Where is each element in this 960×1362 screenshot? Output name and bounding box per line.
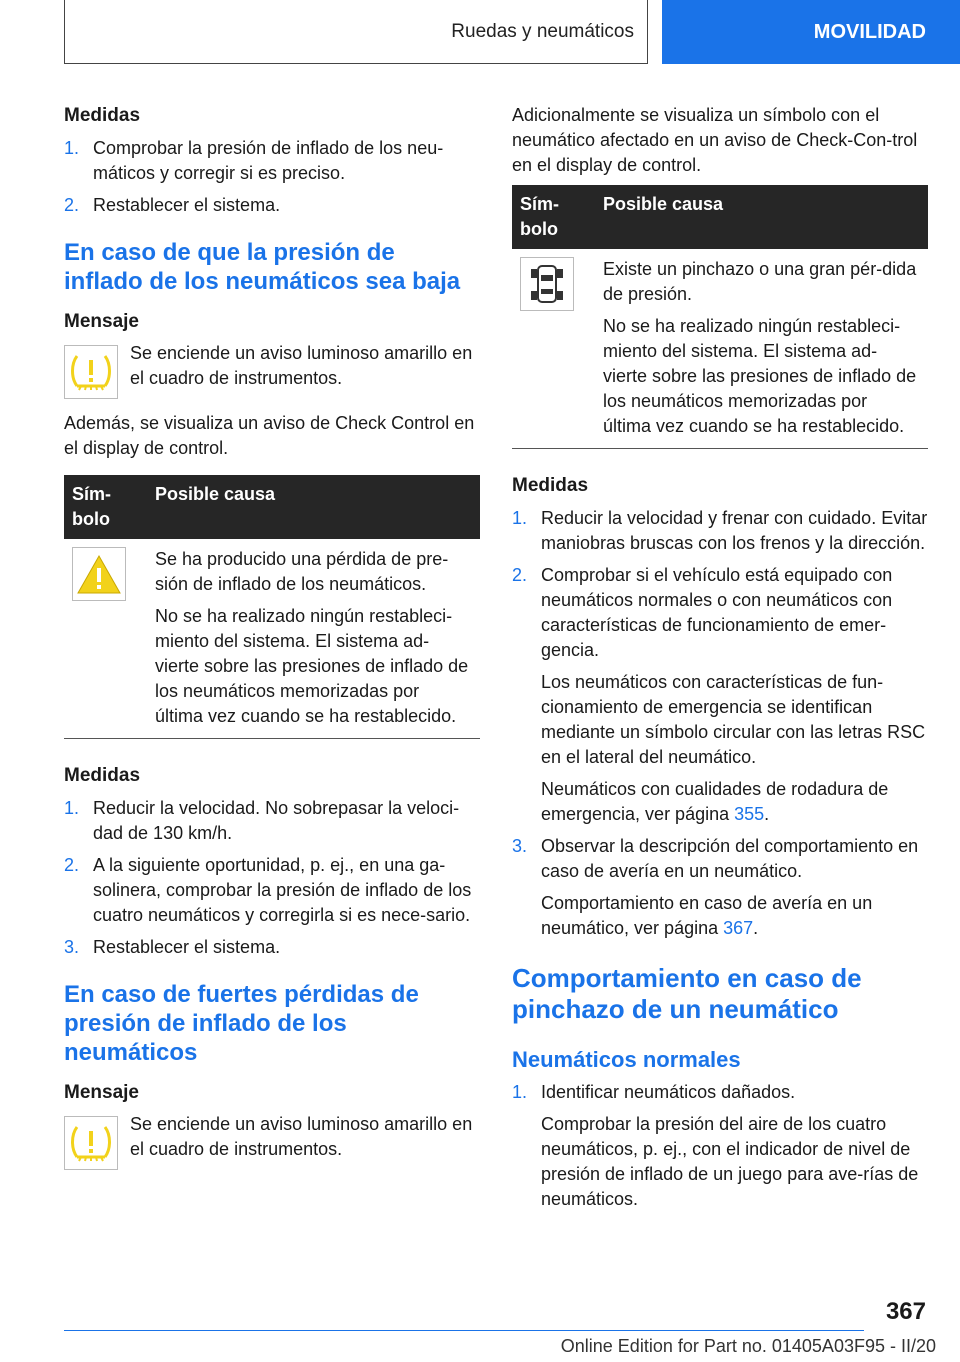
step-text: A la siguiente oportunidad, p. ej., en una ga‐solinera, comprobar la presión de inflado de los cuatro neumáticos y corregirla si es nece‐sario.	[93, 855, 472, 925]
step-text: Restablecer el sistema.	[93, 937, 281, 957]
section-heading: Comportamiento en caso de pinchazo de un neumático	[512, 963, 862, 1024]
step-number: 3.	[64, 937, 80, 957]
step-number: 1.	[64, 798, 80, 818]
step-text: Observar la descripción del comportamiento en caso de avería en un neumático.	[541, 836, 919, 881]
reference-suffix: .	[753, 918, 759, 938]
symbol-cell	[512, 249, 595, 449]
page-link[interactable]: 367	[723, 918, 754, 938]
message-text: Se enciende un aviso luminoso amarillo en el cuadro de instrumentos.	[130, 1114, 473, 1159]
step-number: 2.	[64, 195, 80, 215]
reference-text: Neumáticos con cualidades de rodadura de emergencia, ver página	[541, 779, 889, 824]
step-number: 1.	[512, 508, 528, 528]
message-block	[64, 1112, 480, 1170]
measures-list	[512, 1080, 928, 1212]
step-text	[541, 891, 928, 941]
reference-suffix: .	[764, 804, 770, 824]
step-text: Comprobar la presión de inflado de los neu‐máticos y corregir si es preciso.	[93, 138, 444, 183]
table-header-row	[512, 185, 928, 249]
step-text: Comprobar si el vehículo está equipado con neumáticos normales o con neumáticos con características de funcionamiento de emer‐gencia.	[541, 565, 893, 660]
section-title: Ruedas y neumáticos	[451, 21, 634, 42]
step-text: Reducir la velocidad y frenar con cuidado. Evitar maniobras bruscas con los frenos y la dirección.	[541, 508, 928, 553]
section-heading: En caso de que la presión de inflado de los neumáticos sea baja	[64, 239, 461, 295]
step-number: 2.	[64, 855, 80, 875]
cause-cell	[147, 539, 480, 739]
list-item	[64, 136, 480, 186]
step-text: Identificar neumáticos dañados.	[541, 1082, 796, 1102]
list-item	[64, 935, 480, 960]
measures-title: Medidas	[64, 105, 141, 126]
list-item	[512, 563, 928, 827]
message-text: Se enciende un aviso luminoso amarillo en el cuadro de instrumentos.	[130, 343, 473, 388]
step-text	[541, 777, 928, 827]
message-block	[64, 341, 480, 399]
step-number: 2.	[512, 565, 528, 585]
column-header-symbol: Sím‐bolo	[512, 185, 595, 249]
measures-list	[64, 136, 480, 218]
step-text: Reducir la velocidad. No sobrepasar la veloci‐dad de 130 km/h.	[93, 798, 460, 843]
intro-text: Adicionalmente se visualiza un símbolo con el neumático afectado en un aviso de Check-Con‐trol en el display de control.	[512, 105, 918, 175]
cause-text: Se ha producido una pérdida de pre‐sión de inflado de los neumáticos.	[155, 549, 449, 594]
list-item	[512, 506, 928, 556]
page-link[interactable]: 355	[734, 804, 765, 824]
tire-pressure-warning-icon	[64, 345, 118, 399]
section-heading: En caso de fuertes pérdidas de presión de inflado de los neumáticos	[64, 981, 419, 1066]
step-text: Comprobar la presión del aire de los cuatro neumáticos, p. ej., con el indicador de nivel de presión de inflado de un juego para ave‐rías de neumáticos.	[541, 1114, 919, 1209]
step-text: Los neumáticos con características de fun‐cionamiento de emergencia se identifican mediante un símbolo circular con las letras RSC en el lateral del neumático.	[541, 672, 926, 767]
left-column	[64, 103, 480, 1170]
measures-title: Medidas	[64, 765, 141, 786]
table-row	[64, 539, 480, 739]
tire-pressure-warning-icon	[64, 1116, 118, 1170]
symbol-cell	[64, 539, 147, 739]
reference-text: Comportamiento en caso de avería en un neumático, ver página	[541, 893, 873, 938]
measures-list	[64, 796, 480, 960]
step-number: 1.	[64, 138, 80, 158]
cause-cell	[595, 249, 928, 449]
cause-text: Existe un pinchazo o una gran pér‐dida de presión.	[603, 259, 917, 304]
right-column	[512, 103, 928, 1212]
message-label: Mensaje	[64, 311, 139, 332]
subsection-heading: Neumáticos normales	[512, 1047, 741, 1072]
cause-text: No se ha realizado ningún restableci‐miento del sistema. El sistema ad‐vierte sobre las presiones de inflado de los neumáticos memorizadas por última vez cuando se ha restablecido.	[155, 606, 469, 726]
footer-divider	[64, 1330, 864, 1331]
list-item	[64, 853, 480, 928]
edition-text: Online Edition for Part no. 01405A03F95 - II/20	[560, 1336, 936, 1356]
column-header-cause: Posible causa	[147, 475, 480, 539]
measures-list	[512, 506, 928, 941]
list-item	[64, 796, 480, 846]
list-item	[64, 193, 480, 218]
symbol-table	[64, 475, 480, 739]
cause-text: No se ha realizado ningún restableci‐miento del sistema. El sistema ad‐vierte sobre las presiones de inflado de los neumáticos memorizadas por última vez cuando se ha restablecido.	[603, 316, 917, 436]
chapter-tab[interactable]: MOVILIDAD	[662, 0, 960, 64]
symbol-table	[512, 185, 928, 449]
table-row	[512, 249, 928, 449]
car-tire-status-icon	[520, 257, 574, 311]
list-item	[512, 1080, 928, 1212]
step-number: 3.	[512, 836, 528, 856]
measures-title: Medidas	[512, 475, 589, 496]
table-header-row	[64, 475, 480, 539]
step-number: 1.	[512, 1082, 528, 1102]
list-item	[512, 834, 928, 941]
step-text: Restablecer el sistema.	[93, 195, 281, 215]
column-header-cause: Posible causa	[595, 185, 928, 249]
intro-text: Además, se visualiza un aviso de Check Control en el display de control.	[64, 413, 475, 458]
message-label: Mensaje	[64, 1082, 139, 1103]
page-number: 367	[885, 1298, 926, 1325]
column-header-symbol: Sím‐bolo	[64, 475, 147, 539]
warning-triangle-icon	[72, 547, 126, 601]
